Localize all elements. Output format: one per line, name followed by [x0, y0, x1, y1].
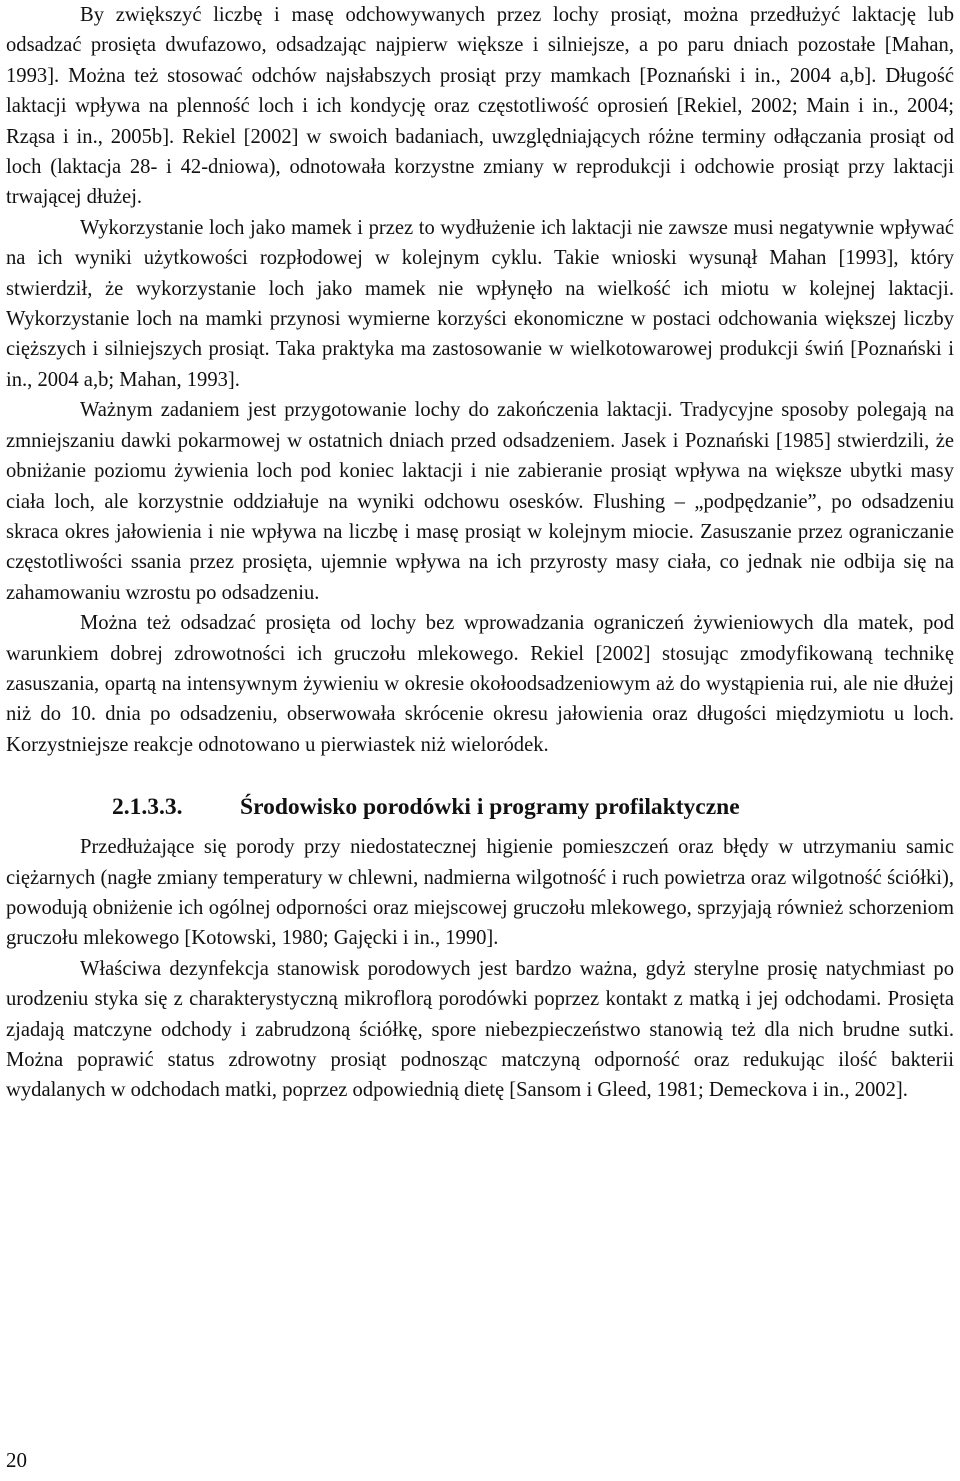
paragraph-farrowing-hygiene: Przedłużające się porody przy niedostatecznej higienie pomieszczeń oraz błędy w utrzymaniu samic ciężarnych (nagłe zmiany temperatury w chlewni, nadmierna wilgotność i ruch powietrza oraz wilgotność ściółki), powodują obniżenie ich ogólnej odporności oraz miejscowej gruczołu mlekowego, sprzyjają również schorzeniom gruczołu mlekowego [Kotowski, 1980; Gajęcki i in., 1990].	[6, 836, 954, 950]
paragraph-weaning-strategies: By zwiększyć liczbę i masę odchowywanych przez lochy prosiąt, można przedłużyć laktację lub odsadzać prosięta dwufazowo, odsadzając najpierw większe i silniejsze, a po paru dniach pozostałe [Mahan, 1993]. Można też stosować odchów najsłabszych prosiąt przy mamkach [Poznański i in., 2004 a,b]. Długość laktacji wpływa na plenność loch i ich kondycję oraz częstotliwość oprosień [Rekiel, 2002; Main i in., 2004; Rząsa i in., 2005b]. Rekiel [2002] w swoich badaniach, uwzględniających różne terminy odłączania prosiąt od loch (laktacja 28- i 42-dniowa), odnotowała korzystne zmiany w reprodukcji i odchowie prosiąt przy laktacji trwającej dłużej.	[6, 4, 954, 209]
section-title: Środowisko porodówki i programy profilaktyczne	[240, 794, 740, 821]
paragraph-nurse-sows: Wykorzystanie loch jako mamek i przez to wydłużenie ich laktacji nie zawsze musi negatywnie wpływać na ich wyniki użytkowości rozpłodowej w kolejnym cyklu. Takie wnioski wysunął Mahan [1993], który stwierdził, że wykorzystanie loch jako mamek nie wpłynęło na wielkość ich miotu w kolejnej laktacji. Wykorzystanie loch na mamki przynosi wymierne korzyści ekonomiczne w postaci odchowania większej liczby cięższych i silniejszych prosiąt. Taka praktyka ma zastosowanie w wielkotowarowej produkcji świń [Poznański i in., 2004 a,b; Mahan, 1993].	[6, 216, 954, 391]
document-page	[6, 0, 954, 1106]
paragraph-weaning-without-restriction: Można też odsadzać prosięta od lochy bez wprowadzania ograniczeń żywieniowych dla matek, pod warunkiem dobrej zdrowotności ich gruczołu mlekowego. Rekiel [2002] stosując zmodyfikowaną technikę zasuszania, opartą na intensywnym żywieniu w okresie okołoodsadzeniowym aż do wystąpienia rui, ale nie dłużej niż do 10. dnia po odsadzeniu, obserwowała skrócenie okresu jałowienia oraz długości międzymiotu u loch. Korzystniejsze reakcje odnotowano u pierwiastek niż wieloródek.	[6, 612, 954, 756]
section-heading	[6, 790, 954, 824]
paragraph-disinfection: Właściwa dezynfekcja stanowisk porodowych jest bardzo ważna, gdyż sterylne prosię natychmiast po urodzeniu styka się z charakterystyczną mikroflorą porodówki poprzez kontakt z matką i jej odchodami. Prosięta zjadają matczyne odchody i zabrudzoną ściółkę, spore niebezpieczeństwo stanowią też dla nich brudne sutki. Można poprawić status zdrowotny prosiąt podnosząc matczyną odporność oraz redukując ilość bakterii wydalanych w odchodach matki, poprzez odpowiednią dietę [Sansom i Gleed, 1981; Demeckova i in., 2002].	[6, 957, 954, 1102]
page-number: 20	[6, 1448, 27, 1472]
paragraph-end-of-lactation: Ważnym zadaniem jest przygotowanie lochy do zakończenia laktacji. Tradycyjne sposoby polegają na zmniejszaniu dawki pokarmowej w ostatnich dniach przed odsadzeniem. Jasek i Poznański [1985] stwierdzili, że obniżanie poziomu żywienia loch pod koniec laktacji i nie zabieranie prosiąt wpływa na większe ubytki masy ciała loch, ale korzystnie oddziałuje na wyniki odchowu osesków. Flushing – „podpędzanie”, po odsadzeniu skraca okres jałowienia i nie wpływa na liczbę i masę prosiąt w kolejnym miocie. Zasuszanie przez ograniczanie częstotliwości ssania przez prosięta, ujemnie wpływa na ich przyrosty masy ciała, co jednak nie odbija się na zahamowaniu wzrostu po odsadzeniu.	[6, 399, 954, 604]
section-number: 2.1.3.3.	[112, 794, 183, 821]
